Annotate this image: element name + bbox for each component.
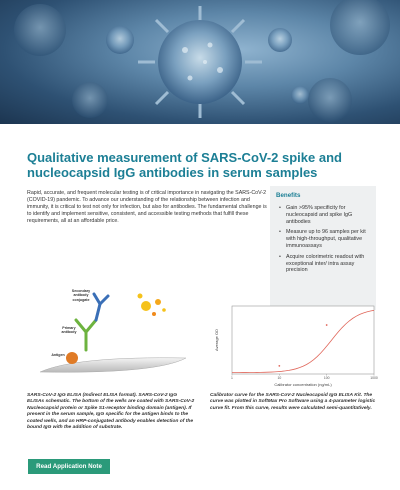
x-tick-label: 1000 bbox=[370, 376, 378, 380]
elisa-schematic bbox=[36, 280, 196, 380]
elisa-caption: SARS-CoV-2 IgG ELISA (Indirect ELISA format). SARS-CoV-2 IgG ELISAs schematic. The bottom of the wells are coated with SARS-CoV-2 Nucleocapsid protein or Spike S1-receptor binding domain (antigen). If present in the serum sample, IgG specific for the antigen binds to the coated wells, and an HRP-conjugated antibody enables detection of the bound IgG with the addition of substrate. bbox=[27, 393, 195, 431]
benefits-title: Benefits bbox=[276, 192, 301, 199]
antigen-label: Antigen bbox=[51, 353, 65, 357]
benefit-item: • Gain >95% specificity for nucleocapsid and spike IgG antibodies bbox=[276, 205, 370, 225]
secondary-antibody-label: Secondary antibody conjugate bbox=[71, 289, 91, 302]
intro-paragraph: Rapid, accurate, and frequent molecular testing is of critical importance in navigating the SARS-CoV-2 (COVID-19) pandemic. To advance our understanding of the relationship between infection and immunity, it is critical to test not only for infection, but also for antibodies. The fundamental challenge is to identify and implement sensitive, consistent, and accessible testing methods that fulfill these requirements, all at an affordable price. bbox=[27, 190, 267, 224]
benefit-item: • Acquire colorimetric readout with exceptional inter/ intra assay precision bbox=[276, 254, 370, 274]
data-point bbox=[278, 365, 280, 367]
hero-banner bbox=[0, 0, 400, 124]
primary-antibody-icon bbox=[76, 320, 96, 350]
chart-caption: Calibrator curve for the SARS-CoV-2 Nucleocapsid IgG ELISA Kit. The curve was plotted in SoftMax Pro Software using a 4-parameter logistic curve fit. From this curve, results were calculated semi-quantitatively. bbox=[210, 393, 376, 411]
calibrator-curve-chart bbox=[210, 300, 380, 388]
x-tick-label: 100 bbox=[323, 376, 330, 380]
x-tick-label: 1 bbox=[231, 376, 233, 380]
benefit-item: • Measure up to 96 samples per kit with high-throughput, qualitative immunoassays bbox=[276, 229, 370, 249]
secondary-antibody-icon bbox=[94, 294, 108, 320]
primary-antibody-label: Primary antibody bbox=[61, 326, 77, 335]
substrate-dots-icon bbox=[138, 294, 166, 317]
plot-frame bbox=[232, 306, 374, 374]
page-title: Qualitative measurement of SARS-CoV-2 spike and nucleocapsid IgG antibodies in serum samples bbox=[27, 150, 342, 180]
benefits-list bbox=[276, 205, 370, 274]
benefits-box bbox=[270, 186, 376, 310]
x-axis-label: Calibrator concentration (ng/mL) bbox=[274, 382, 332, 387]
y-axis-label: Average OD bbox=[214, 329, 219, 351]
virus-particles-image bbox=[0, 0, 400, 124]
data-point bbox=[326, 324, 328, 326]
well-surface bbox=[40, 358, 186, 372]
chart-svg bbox=[210, 300, 380, 388]
read-application-note-button[interactable]: Read Application Note bbox=[28, 459, 110, 474]
antigen-icon bbox=[66, 352, 78, 364]
x-tick-label: 10 bbox=[277, 376, 282, 380]
